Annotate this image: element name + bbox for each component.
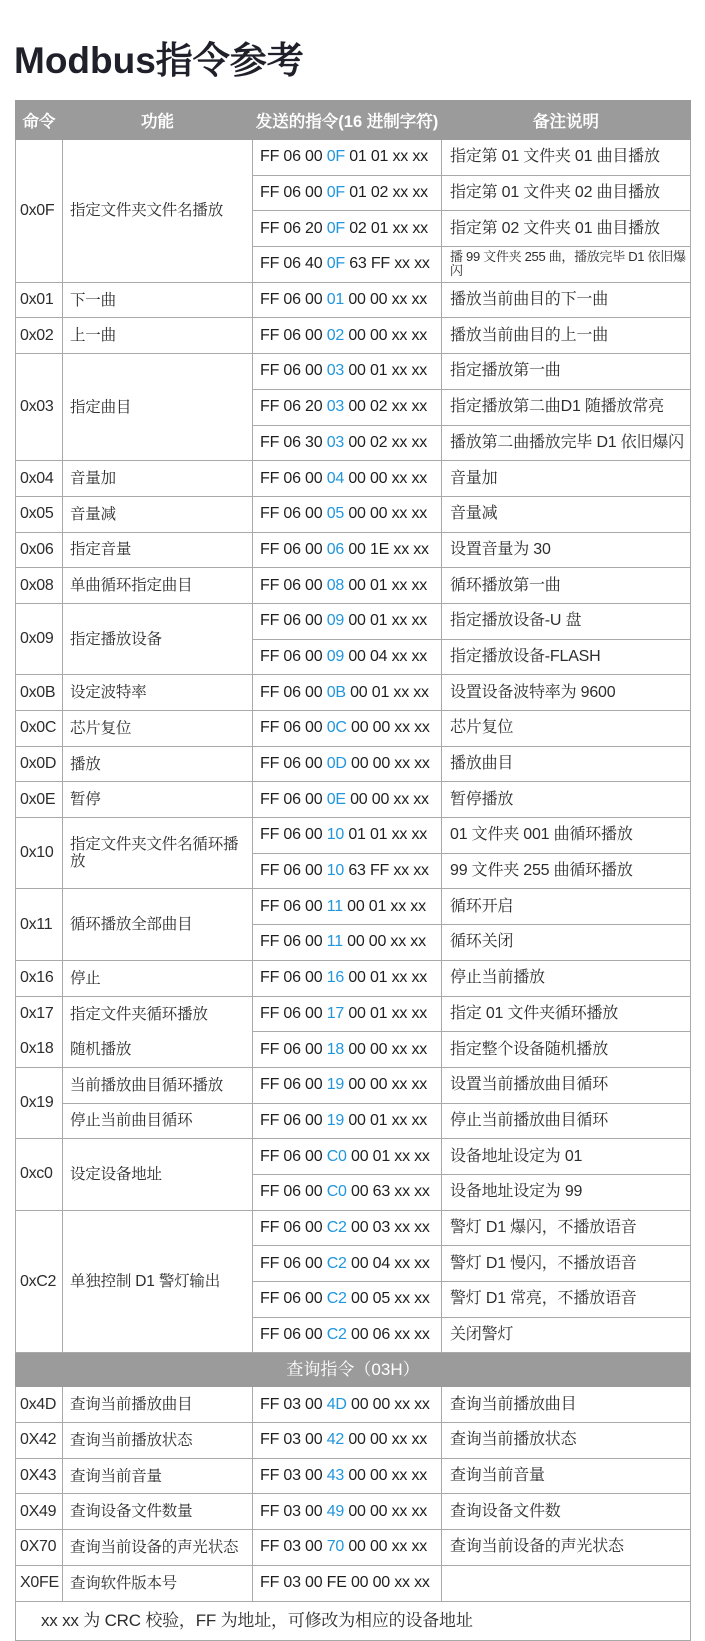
- code-highlight: 49: [326, 1502, 345, 1520]
- code-highlight: 09: [326, 647, 345, 665]
- code-cell: [253, 1139, 442, 1175]
- note-cell: 循环开启: [442, 889, 691, 925]
- table-row: [16, 1103, 691, 1139]
- code-highlight: 0E: [326, 790, 346, 808]
- func-cell: 查询当前设备的声光状态: [63, 1530, 253, 1566]
- func-cell: 查询当前音量: [63, 1458, 253, 1494]
- cmd-cell: 0x0D: [16, 746, 63, 782]
- code-cell: [253, 1246, 442, 1282]
- code-text: FF 06 00: [260, 540, 327, 558]
- code-cell: [253, 1282, 442, 1318]
- code-text: 02 01 xx xx: [344, 219, 428, 237]
- code-highlight: 11: [326, 897, 343, 915]
- code-highlight: 0F: [326, 219, 345, 237]
- note-cell: 播放第二曲播放完毕 D1 依旧爆闪: [442, 425, 691, 461]
- table-row: [16, 1032, 691, 1068]
- code-text: FF 06 00: [260, 184, 327, 202]
- code-text: FF 03 00: [260, 1467, 327, 1485]
- table-row: [16, 282, 691, 318]
- code-cell: [253, 1210, 442, 1246]
- code-cell: [253, 496, 442, 532]
- code-cell: [253, 1565, 442, 1601]
- table-row: [16, 1210, 691, 1246]
- note-cell: 指定播放第一曲: [442, 354, 691, 390]
- code-text: FF 06 00: [260, 969, 327, 987]
- table-row: [16, 532, 691, 568]
- note-cell: 停止当前播放: [442, 960, 691, 996]
- code-text: FF 03 00 FE 00 00 xx xx: [260, 1574, 430, 1592]
- code-highlight: 17: [326, 1004, 345, 1022]
- code-highlight: 42: [326, 1431, 345, 1449]
- cmd-cell: 0x11: [16, 889, 63, 960]
- code-text: FF 06 00: [260, 576, 327, 594]
- func-cell: 音量加: [63, 461, 253, 497]
- code-highlight: 4D: [326, 1395, 347, 1413]
- table-row: [16, 996, 691, 1032]
- code-text: FF 06 00: [260, 1290, 327, 1308]
- code-cell: [253, 782, 442, 818]
- code-text: FF 06 00: [260, 1004, 327, 1022]
- code-cell: [253, 175, 442, 211]
- note-cell: 查询设备文件数: [442, 1494, 691, 1530]
- func-cell: 查询设备文件数量: [63, 1494, 253, 1530]
- code-text: 00 02 xx xx: [344, 398, 428, 416]
- code-text: 00 03 xx xx: [346, 1218, 430, 1236]
- code-text: 00 01 xx xx: [342, 897, 426, 915]
- table-row: [16, 889, 691, 925]
- func-cell: 循环播放全部曲目: [63, 889, 253, 960]
- code-text: FF 06 00: [260, 1218, 327, 1236]
- table-row: [16, 461, 691, 497]
- table-row: [16, 1565, 691, 1601]
- code-cell: [253, 853, 442, 889]
- code-highlight: 03: [326, 433, 345, 451]
- func-cell: 指定文件夹文件名播放: [63, 140, 253, 283]
- table-row: [16, 1458, 691, 1494]
- note-cell: 指定第 02 文件夹 01 曲目播放: [442, 211, 691, 247]
- code-text: FF 03 00: [260, 1538, 327, 1556]
- code-text: FF 06 00: [260, 1111, 327, 1129]
- note-cell: 99 文件夹 255 曲循环播放: [442, 853, 691, 889]
- code-text: FF 06 00: [260, 326, 327, 344]
- code-cell: [253, 140, 442, 176]
- code-cell: [253, 389, 442, 425]
- code-highlight: 0F: [326, 148, 345, 166]
- code-cell: [253, 425, 442, 461]
- note-cell: 设置当前播放曲目循环: [442, 1067, 691, 1103]
- code-cell: [253, 746, 442, 782]
- code-text: 00 00 xx xx: [346, 719, 430, 737]
- func-cell: 设定设备地址: [63, 1139, 253, 1210]
- code-highlight: C0: [326, 1183, 347, 1201]
- code-cell: [253, 1032, 442, 1068]
- code-highlight: 09: [326, 612, 345, 630]
- code-text: 01 01 xx xx: [344, 148, 428, 166]
- code-text: 00 00 xx xx: [344, 1467, 428, 1485]
- cmd-cell: 0x18: [16, 1032, 63, 1068]
- cmd-cell: 0x17: [16, 996, 63, 1032]
- code-text: 01 02 xx xx: [344, 184, 428, 202]
- code-text: 00 00 xx xx: [344, 1076, 428, 1094]
- func-cell: 下一曲: [63, 282, 253, 318]
- note-cell: 循环关闭: [442, 925, 691, 961]
- code-highlight: C2: [326, 1218, 347, 1236]
- code-text: FF 06 00: [260, 719, 327, 737]
- table-row: [16, 675, 691, 711]
- page-title: Modbus指令参考: [14, 40, 304, 81]
- code-text: 00 00 xx xx: [344, 326, 428, 344]
- code-text: FF 06 00: [260, 933, 327, 951]
- note-cell: 查询当前播放曲目: [442, 1387, 691, 1423]
- code-text: FF 03 00: [260, 1431, 327, 1449]
- code-cell: [253, 1494, 442, 1530]
- code-highlight: C2: [326, 1254, 347, 1272]
- code-text: 00 63 xx xx: [346, 1183, 430, 1201]
- code-cell: [253, 354, 442, 390]
- note-cell: 查询当前音量: [442, 1458, 691, 1494]
- func-cell: 查询当前播放状态: [63, 1423, 253, 1459]
- code-text: FF 06 40: [260, 255, 327, 273]
- cmd-cell: 0x19: [16, 1067, 63, 1138]
- cmd-cell: 0xC2: [16, 1210, 63, 1353]
- note-cell: 播 99 文件夹 255 曲，播放完毕 D1 依旧爆闪: [442, 247, 691, 283]
- func-cell: 指定文件夹文件名循环播放: [63, 818, 253, 889]
- note-cell: 设置设备波特率为 9600: [442, 675, 691, 711]
- code-cell: [253, 532, 442, 568]
- table-row: [16, 568, 691, 604]
- cmd-cell: 0x03: [16, 354, 63, 461]
- code-cell: [253, 318, 442, 354]
- cmd-cell: 0x06: [16, 532, 63, 568]
- code-text: 00 01 xx xx: [345, 683, 429, 701]
- code-text: 00 01 xx xx: [344, 612, 428, 630]
- code-highlight: 18: [326, 1040, 345, 1058]
- code-text: 00 01 xx xx: [344, 1004, 428, 1022]
- note-cell: 播放当前曲目的上一曲: [442, 318, 691, 354]
- code-highlight: 70: [326, 1538, 345, 1556]
- note-cell: 指定 01 文件夹循环播放: [442, 996, 691, 1032]
- code-text: 01 01 xx xx: [344, 826, 428, 844]
- cmd-cell: 0x4D: [16, 1387, 63, 1423]
- code-text: 00 01 xx xx: [344, 969, 428, 987]
- note-cell: 警灯 D1 常亮，不播放语音: [442, 1282, 691, 1318]
- code-cell: [253, 711, 442, 747]
- table-row: [16, 1423, 691, 1459]
- cmd-cell: 0x08: [16, 568, 63, 604]
- code-highlight: 0F: [326, 255, 345, 273]
- code-cell: [253, 568, 442, 604]
- cmd-cell: 0x05: [16, 496, 63, 532]
- code-highlight: 0D: [326, 755, 347, 773]
- code-text: FF 06 20: [260, 398, 327, 416]
- func-cell: 当前播放曲目循环播放: [63, 1067, 253, 1103]
- code-text: FF 06 00: [260, 505, 327, 523]
- header-cell: 命令: [16, 101, 63, 140]
- cmd-cell: 0x09: [16, 603, 63, 674]
- header-cell: 功能: [63, 101, 253, 140]
- cmd-cell: 0X70: [16, 1530, 63, 1566]
- note-cell: 指定第 01 文件夹 01 曲目播放: [442, 140, 691, 176]
- code-text: 00 01 xx xx: [344, 362, 428, 380]
- func-cell: 播放: [63, 746, 253, 782]
- note-cell: 循环播放第一曲: [442, 568, 691, 604]
- code-text: FF 06 00: [260, 1147, 327, 1165]
- code-text: 00 00 xx xx: [344, 469, 428, 487]
- code-highlight: 10: [326, 862, 345, 880]
- code-text: FF 06 00: [260, 1254, 327, 1272]
- code-text: 63 FF xx xx: [344, 862, 429, 880]
- func-cell: 指定曲目: [63, 354, 253, 461]
- table-row: [16, 1067, 691, 1103]
- code-text: 00 04 xx xx: [344, 647, 428, 665]
- table-row: [16, 496, 691, 532]
- code-text: 00 00 xx xx: [345, 790, 429, 808]
- table-row: [16, 354, 691, 390]
- code-cell: [253, 211, 442, 247]
- code-text: 00 05 xx xx: [346, 1290, 430, 1308]
- table-row: [16, 746, 691, 782]
- cmd-cell: X0FE: [16, 1565, 63, 1601]
- code-text: FF 06 00: [260, 469, 327, 487]
- code-text: 00 01 xx xx: [344, 576, 428, 594]
- code-text: 00 00 xx xx: [344, 1431, 428, 1449]
- code-text: 00 00 xx xx: [346, 755, 430, 773]
- note-cell: 音量减: [442, 496, 691, 532]
- code-cell: [253, 1423, 442, 1459]
- code-text: FF 06 00: [260, 683, 327, 701]
- code-text: 00 04 xx xx: [346, 1254, 430, 1272]
- note-cell: 01 文件夹 001 曲循环播放: [442, 818, 691, 854]
- note-cell: 警灯 D1 慢闪，不播放语音: [442, 1246, 691, 1282]
- note-cell: 查询当前播放状态: [442, 1423, 691, 1459]
- cmd-cell: 0x04: [16, 461, 63, 497]
- note-cell: 指定第 01 文件夹 02 曲目播放: [442, 175, 691, 211]
- note-cell: 暂停播放: [442, 782, 691, 818]
- code-text: FF 06 00: [260, 1076, 327, 1094]
- code-highlight: 05: [326, 505, 345, 523]
- code-text: FF 06 00: [260, 755, 327, 773]
- func-cell: 芯片复位: [63, 711, 253, 747]
- func-cell: 指定播放设备: [63, 603, 253, 674]
- code-text: FF 06 00: [260, 1326, 327, 1344]
- note-cell: 播放曲目: [442, 746, 691, 782]
- code-highlight: C2: [326, 1290, 347, 1308]
- note-cell: 播放当前曲目的下一曲: [442, 282, 691, 318]
- modbus-command-table: [15, 100, 691, 1641]
- func-cell: 指定音量: [63, 532, 253, 568]
- func-cell: 音量减: [63, 496, 253, 532]
- note-cell: 设置音量为 30: [442, 532, 691, 568]
- code-cell: [253, 1317, 442, 1353]
- cmd-cell: 0x0F: [16, 140, 63, 283]
- code-text: 00 01 xx xx: [346, 1147, 430, 1165]
- func-cell: 查询当前播放曲目: [63, 1387, 253, 1423]
- code-cell: [253, 603, 442, 639]
- code-cell: [253, 639, 442, 675]
- code-text: FF 06 00: [260, 291, 327, 309]
- code-text: 00 00 xx xx: [344, 1538, 428, 1556]
- code-text: FF 06 00: [260, 897, 327, 915]
- table-row: [16, 1139, 691, 1175]
- code-text: 00 00 xx xx: [344, 1502, 428, 1520]
- table-row: [16, 140, 691, 176]
- code-text: FF 06 30: [260, 433, 327, 451]
- code-highlight: C0: [326, 1147, 347, 1165]
- note-cell: 指定播放第二曲D1 随播放常亮: [442, 389, 691, 425]
- note-cell: [442, 1565, 691, 1601]
- code-text: FF 06 00: [260, 148, 327, 166]
- code-highlight: 16: [326, 969, 345, 987]
- note-cell: 警灯 D1 爆闪，不播放语音: [442, 1210, 691, 1246]
- func-cell: 暂停: [63, 782, 253, 818]
- code-cell: [253, 461, 442, 497]
- code-text: FF 06 00: [260, 826, 327, 844]
- code-cell: [253, 1067, 442, 1103]
- func-cell: 指定文件夹循环播放: [63, 996, 253, 1032]
- func-cell: 设定波特率: [63, 675, 253, 711]
- section-header: 查询指令（03H）: [16, 1353, 691, 1387]
- code-cell: [253, 996, 442, 1032]
- code-text: FF 06 00: [260, 612, 327, 630]
- code-cell: [253, 247, 442, 283]
- code-cell: [253, 818, 442, 854]
- code-highlight: 02: [326, 326, 345, 344]
- code-text: FF 06 00: [260, 862, 327, 880]
- code-cell: [253, 1387, 442, 1423]
- cmd-cell: 0x10: [16, 818, 63, 889]
- code-highlight: 01: [326, 291, 345, 309]
- code-text: 63 FF xx xx: [344, 255, 430, 273]
- code-cell: [253, 925, 442, 961]
- note-cell: 芯片复位: [442, 711, 691, 747]
- code-cell: [253, 1174, 442, 1210]
- cmd-cell: 0x02: [16, 318, 63, 354]
- code-highlight: 0F: [326, 184, 345, 202]
- table-header-row: [16, 101, 691, 140]
- code-cell: [253, 1530, 442, 1566]
- code-text: FF 06 00: [260, 1183, 327, 1201]
- func-cell: 上一曲: [63, 318, 253, 354]
- cmd-cell: 0x0E: [16, 782, 63, 818]
- cmd-cell: 0x0C: [16, 711, 63, 747]
- code-text: 00 01 xx xx: [344, 1111, 428, 1129]
- code-highlight: 06: [326, 540, 345, 558]
- table-row: [16, 818, 691, 854]
- table-row: [16, 782, 691, 818]
- cmd-cell: 0xc0: [16, 1139, 63, 1210]
- note-cell: 关闭警灯: [442, 1317, 691, 1353]
- cmd-cell: 0x16: [16, 960, 63, 996]
- func-cell: 单曲循环指定曲目: [63, 568, 253, 604]
- code-highlight: 03: [326, 362, 345, 380]
- code-text: 00 00 xx xx: [344, 505, 428, 523]
- code-text: FF 06 00: [260, 647, 327, 665]
- func-cell: 随机播放: [63, 1032, 253, 1068]
- code-cell: [253, 282, 442, 318]
- header-cell: 备注说明: [442, 101, 691, 140]
- header-cell: 发送的指令(16 进制字符): [253, 101, 442, 140]
- code-text: 00 00 xx xx: [344, 291, 428, 309]
- code-text: 00 06 xx xx: [346, 1326, 430, 1344]
- table-row: [16, 1494, 691, 1530]
- code-text: FF 03 00: [260, 1395, 327, 1413]
- note-cell: 音量加: [442, 461, 691, 497]
- note-cell: 查询当前设备的声光状态: [442, 1530, 691, 1566]
- note-cell: 指定播放设备-FLASH: [442, 639, 691, 675]
- code-text: 00 00 xx xx: [346, 1395, 430, 1413]
- func-cell: 单独控制 D1 警灯输出: [63, 1210, 253, 1353]
- code-text: 00 00 xx xx: [344, 1040, 428, 1058]
- code-highlight: 10: [326, 826, 345, 844]
- code-highlight: 04: [326, 469, 345, 487]
- cmd-cell: 0x0B: [16, 675, 63, 711]
- table-row: [16, 1387, 691, 1423]
- code-text: FF 06 00: [260, 1040, 327, 1058]
- code-cell: [253, 1458, 442, 1494]
- code-cell: [253, 960, 442, 996]
- code-highlight: 08: [326, 576, 345, 594]
- note-cell: 设备地址设定为 01: [442, 1139, 691, 1175]
- table-row: [16, 711, 691, 747]
- code-text: FF 03 00: [260, 1502, 327, 1520]
- func-cell: 查询软件版本号: [63, 1565, 253, 1601]
- code-text: 00 00 xx xx: [342, 933, 426, 951]
- code-text: 00 02 xx xx: [344, 433, 428, 451]
- code-text: 00 1E xx xx: [344, 540, 429, 558]
- cmd-cell: 0X49: [16, 1494, 63, 1530]
- func-cell: 停止: [63, 960, 253, 996]
- note-cell: 指定播放设备-U 盘: [442, 603, 691, 639]
- cmd-cell: 0X42: [16, 1423, 63, 1459]
- table-row: [16, 1530, 691, 1566]
- code-highlight: 0C: [326, 719, 347, 737]
- cmd-cell: 0x01: [16, 282, 63, 318]
- note-cell: 指定整个设备随机播放: [442, 1032, 691, 1068]
- cmd-cell: 0X43: [16, 1458, 63, 1494]
- table-row: [16, 960, 691, 996]
- code-cell: [253, 675, 442, 711]
- code-cell: [253, 1103, 442, 1139]
- note-cell: 停止当前播放曲目循环: [442, 1103, 691, 1139]
- table-row: [16, 603, 691, 639]
- code-text: FF 06 20: [260, 219, 327, 237]
- code-text: FF 06 00: [260, 790, 327, 808]
- code-highlight: 19: [326, 1076, 345, 1094]
- code-text: FF 06 00: [260, 362, 327, 380]
- code-highlight: 19: [326, 1111, 345, 1129]
- section-row: [16, 1353, 691, 1387]
- code-highlight: 0B: [326, 683, 346, 701]
- code-highlight: 43: [326, 1467, 345, 1485]
- code-highlight: 11: [326, 933, 343, 951]
- table-footer-note: xx xx 为 CRC 校验，FF 为地址，可修改为相应的设备地址: [16, 1601, 691, 1640]
- code-highlight: C2: [326, 1326, 347, 1344]
- note-cell: 设备地址设定为 99: [442, 1174, 691, 1210]
- code-cell: [253, 889, 442, 925]
- footer-row: [16, 1601, 691, 1640]
- code-highlight: 03: [326, 398, 345, 416]
- func-cell: 停止当前曲目循环: [63, 1103, 253, 1139]
- table-row: [16, 318, 691, 354]
